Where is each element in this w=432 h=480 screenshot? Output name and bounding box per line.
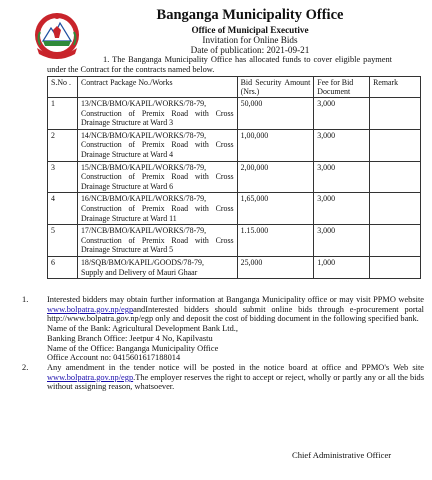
office-subtitle: Office of Municipal Executive xyxy=(191,25,309,35)
table-row xyxy=(48,98,421,130)
office-name-line: Name of the Office: Banganga Municipality Office xyxy=(47,343,219,353)
intro-paragraph xyxy=(47,55,392,74)
package-description: Construction of Premix Road with Cross Drainage Structure at Ward 3 xyxy=(80,108,234,128)
page-title: Banganga Municipality Office xyxy=(156,7,344,23)
invitation-line: Invitation for Online Bids xyxy=(202,35,298,45)
cell-remark xyxy=(370,161,421,193)
table-row xyxy=(48,256,421,278)
package-code: 16/NCB/BMO/KAPIL/WORKS/78-79, xyxy=(80,194,207,204)
package-description: Construction of Premix Road with Cross Drainage Structure at Ward 5 xyxy=(80,235,234,255)
cell-amount: 2,00,000 xyxy=(237,161,314,193)
ppmo-website-link[interactable]: www.bolpatra.gov.np/egp xyxy=(47,372,134,382)
nepal-emblem-logo xyxy=(31,8,83,60)
note-text: .The employer reserves the right to accept or reject, wholly or partly any or all the bids without assigning reason, whatsoever. xyxy=(47,372,424,392)
cell-fee: 3,000 xyxy=(314,193,370,225)
cell-package xyxy=(77,129,237,161)
note-number: 1. xyxy=(22,295,29,304)
account-number-line: Office Account no: 0415601617188014 xyxy=(47,353,181,363)
cell-sno: 5 xyxy=(48,225,78,257)
cell-amount: 1,00,000 xyxy=(237,129,314,161)
package-description: Construction of Premix Road with Cross Drainage Structure at Ward 4 xyxy=(80,140,234,159)
cell-package xyxy=(77,256,237,278)
publication-date: Date of publication: 2021-09-21 xyxy=(190,45,310,55)
package-description: Supply and Delivery of Mauri Ghaar xyxy=(80,267,198,277)
cell-package xyxy=(77,98,237,130)
note-number: 2. xyxy=(22,362,29,372)
note-item xyxy=(22,295,424,363)
cell-package xyxy=(77,225,237,257)
cell-remark xyxy=(370,225,421,257)
cell-fee: 3,000 xyxy=(314,225,370,257)
table-row xyxy=(48,129,421,161)
cell-sno: 4 xyxy=(48,193,78,225)
cell-fee: 3,000 xyxy=(314,98,370,130)
cell-remark xyxy=(370,129,421,161)
cell-package xyxy=(77,193,237,225)
package-code: 14/NCB/BMO/KAPIL/WORKS/78-79, xyxy=(80,130,207,140)
table-row xyxy=(48,225,421,257)
note-text: Any amendment in the tender notice will be posted in the notice board at office and PPMO's Web site xyxy=(47,362,424,372)
signature-title: Chief Administrative Officer xyxy=(292,450,392,460)
package-description: Construction of Premix Road with Cross Drainage Structure at Ward 6 xyxy=(80,172,234,191)
header-package: Contract Package No./Works xyxy=(77,77,237,98)
bank-name-line: Name of the Bank: Agricultural Development Bank Ltd., xyxy=(47,324,238,334)
package-code: 15/NCB/BMO/KAPIL/WORKS/78-79, xyxy=(80,162,207,172)
contracts-table xyxy=(47,76,421,279)
package-code: 13/NCB/BMO/KAPIL/WORKS/78-79, xyxy=(80,99,207,108)
cell-fee: 3,000 xyxy=(314,161,370,193)
cell-remark xyxy=(370,193,421,225)
header-bid-security: Bid Security Amount (Nrs.) xyxy=(237,77,314,98)
header-sno: S.No . xyxy=(48,77,78,98)
cell-sno: 2 xyxy=(48,129,78,161)
cell-remark xyxy=(370,256,421,278)
notes-section xyxy=(22,295,424,392)
note-text: Interested bidders may obtain further information at Banganga Municipality office or may visit PPMO website xyxy=(47,295,424,304)
ppmo-website-link[interactable]: www.bolpatra.gov.np/egp xyxy=(47,304,134,314)
cell-sno: 6 xyxy=(48,256,78,278)
cell-amount: 25,000 xyxy=(237,256,314,278)
cell-remark xyxy=(370,98,421,130)
note-item xyxy=(22,363,424,392)
header-fee: Fee for Bid Document xyxy=(314,77,370,98)
cell-package xyxy=(77,161,237,193)
cell-sno: 3 xyxy=(48,161,78,193)
package-code: 18/SQB/BMO/KAPIL/GOODS/78-79, xyxy=(80,257,204,267)
intro-number: 1. xyxy=(103,55,110,64)
bank-branch-line: Banking Branch Office: Jeetpur 4 No, Kapilvastu xyxy=(47,333,213,343)
note-text: andInterested bidders should submit online bids through e-procurement portal http://www.bolpatra.gov.np/egp only and deposit the cost of bidding document in the following specified bank. xyxy=(47,304,424,324)
cell-amount: 50,000 xyxy=(237,98,314,130)
cell-amount: 1.15.000 xyxy=(237,225,314,257)
cell-amount: 1,65,000 xyxy=(237,193,314,225)
cell-sno: 1 xyxy=(48,98,78,130)
package-code: 17/NCB/BMO/KAPIL/WORKS/78-79, xyxy=(80,226,207,236)
table-header-row xyxy=(48,77,421,98)
table-row xyxy=(48,193,421,225)
package-description: Construction of Premix Road with Cross Drainage Structure at Ward 11 xyxy=(80,203,234,223)
cell-fee: 1,000 xyxy=(314,256,370,278)
header-remark: Remark xyxy=(370,77,421,98)
intro-text: The Banganga Municipality Office has allocated funds to cover eligible payment under the Contract for the contracts named below. xyxy=(47,55,393,74)
cell-fee: 3,000 xyxy=(314,129,370,161)
table-row xyxy=(48,161,421,193)
